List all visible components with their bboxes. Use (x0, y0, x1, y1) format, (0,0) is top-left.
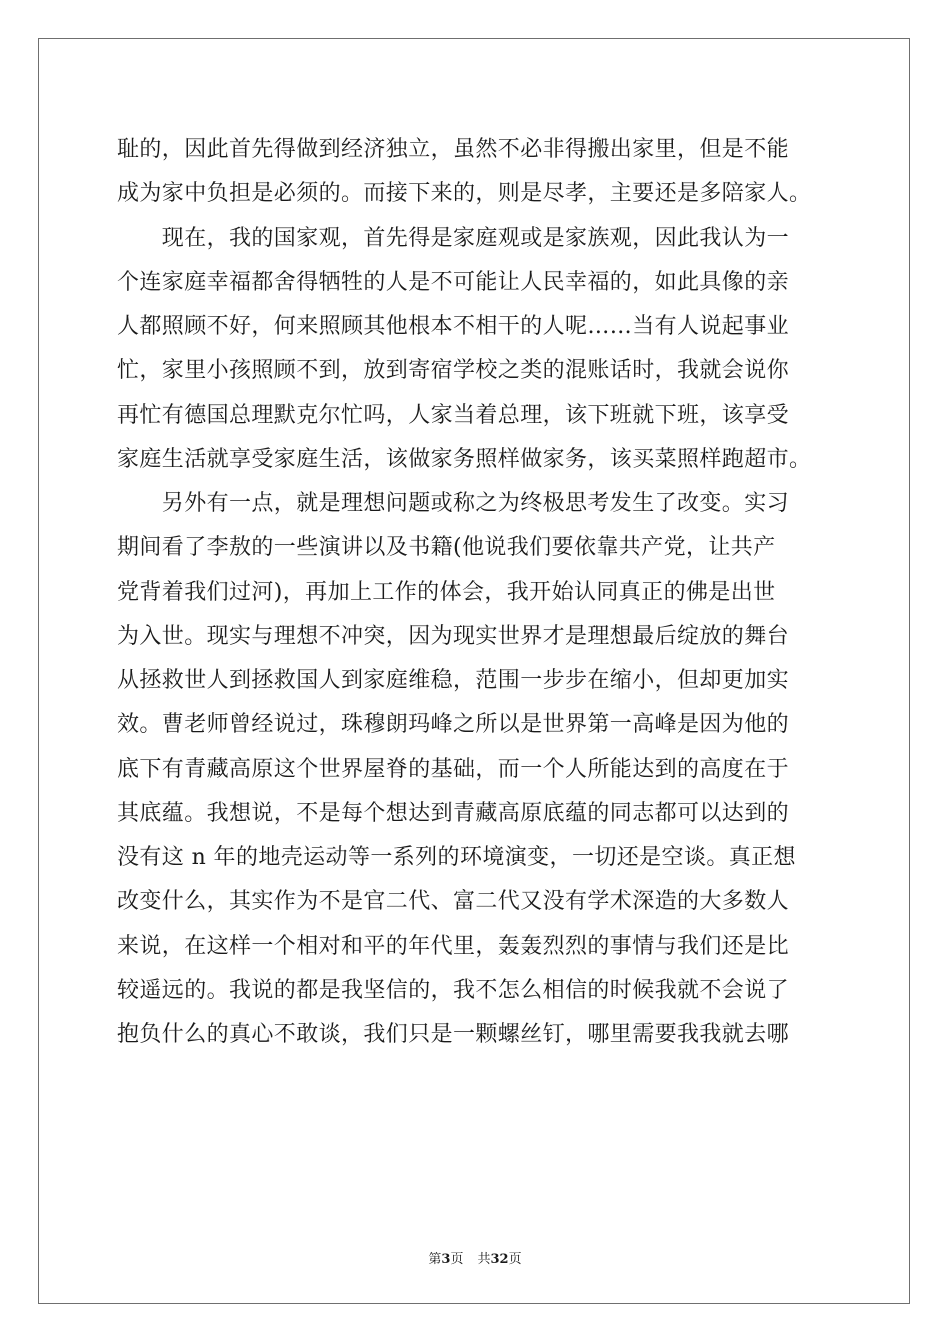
text-line: 其底蕴。我想说，不是每个想达到青藏高原底蕴的同志都可以达到的 (117, 800, 790, 826)
text-line: 底下有青藏高原这个世界屋脊的基础，而一个人所能达到的高度在于 (117, 756, 790, 782)
text-line: 抱负什么的真心不敢谈，我们只是一颗螺丝钉，哪里需要我我就去哪 (117, 1022, 790, 1047)
text-line: 来说，在这样一个相对和平的年代里，轰轰烈烈的事情与我们还是比 (117, 933, 790, 959)
text-line: 再忙有德国总理默克尔忙吗，人家当着总理，该下班就下班，该享受 (117, 402, 790, 428)
page-footer (0, 1248, 950, 1267)
text-line: 另外有一点，就是理想问题或称之为终极思考发生了改变。实习 (117, 491, 790, 516)
text-line: 较遥远的。我说的都是我坚信的，我不怎么相信的时候我就不会说了 (117, 977, 790, 1003)
text-line: 人都照顾不好，何来照顾其他根本不相干的人呢……当有人说起事业 (117, 314, 790, 339)
page-prefix: 第 (428, 1252, 442, 1267)
text-line: 耻的，因此首先得做到经济独立，虽然不必非得搬出家里，但是不能 (117, 137, 790, 162)
text-line: 成为家中负担是必须的。而接下来的，则是尽孝，主要还是多陪家人。 (117, 181, 812, 207)
text-line: 个连家庭幸福都舍得牺牲的人是不可能让人民幸福的，如此具像的亲 (117, 269, 790, 295)
page-suffix: 页 (450, 1252, 464, 1267)
text-line: 效。曹老师曾经说过，珠穆朗玛峰之所以是世界第一高峰是因为他的 (117, 712, 790, 738)
page-number: 3 (441, 1252, 451, 1267)
total-suffix: 页 (508, 1252, 522, 1267)
text-line: 从拯救世人到拯救国人到家庭维稳，范围一步步在缩小，但却更加实 (117, 668, 790, 693)
document-body (117, 128, 832, 1057)
total-pages: 32 (490, 1252, 509, 1267)
text-line: 改变什么，其实作为不是官二代、富二代又没有学术深造的大多数人 (117, 889, 790, 915)
text-line: 党背着我们过河)，再加上工作的体会，我开始认同真正的佛是出世 (117, 579, 776, 605)
text-line: 为入世。现实与理想不冲突，因为现实世界才是理想最后绽放的舞台 (117, 623, 790, 649)
text-line: 家庭生活就享受家庭生活，该做家务照样做家务，该买菜照样跑超市。 (117, 446, 812, 472)
total-prefix: 共 (477, 1252, 491, 1267)
text-line: 期间看了李敖的一些演讲以及书籍(他说我们要依靠共产党，让共产 (117, 535, 776, 561)
text-line: 现在，我的国家观，首先得是家庭观或是家族观，因此我认为一 (117, 225, 790, 251)
text-line: 没有这 n 年的地壳运动等一系列的环境演变，一切还是空谈。真正想 (117, 845, 796, 870)
text-line: 忙，家里小孩照顾不到，放到寄宿学校之类的混账话时，我就会说你 (117, 358, 790, 384)
